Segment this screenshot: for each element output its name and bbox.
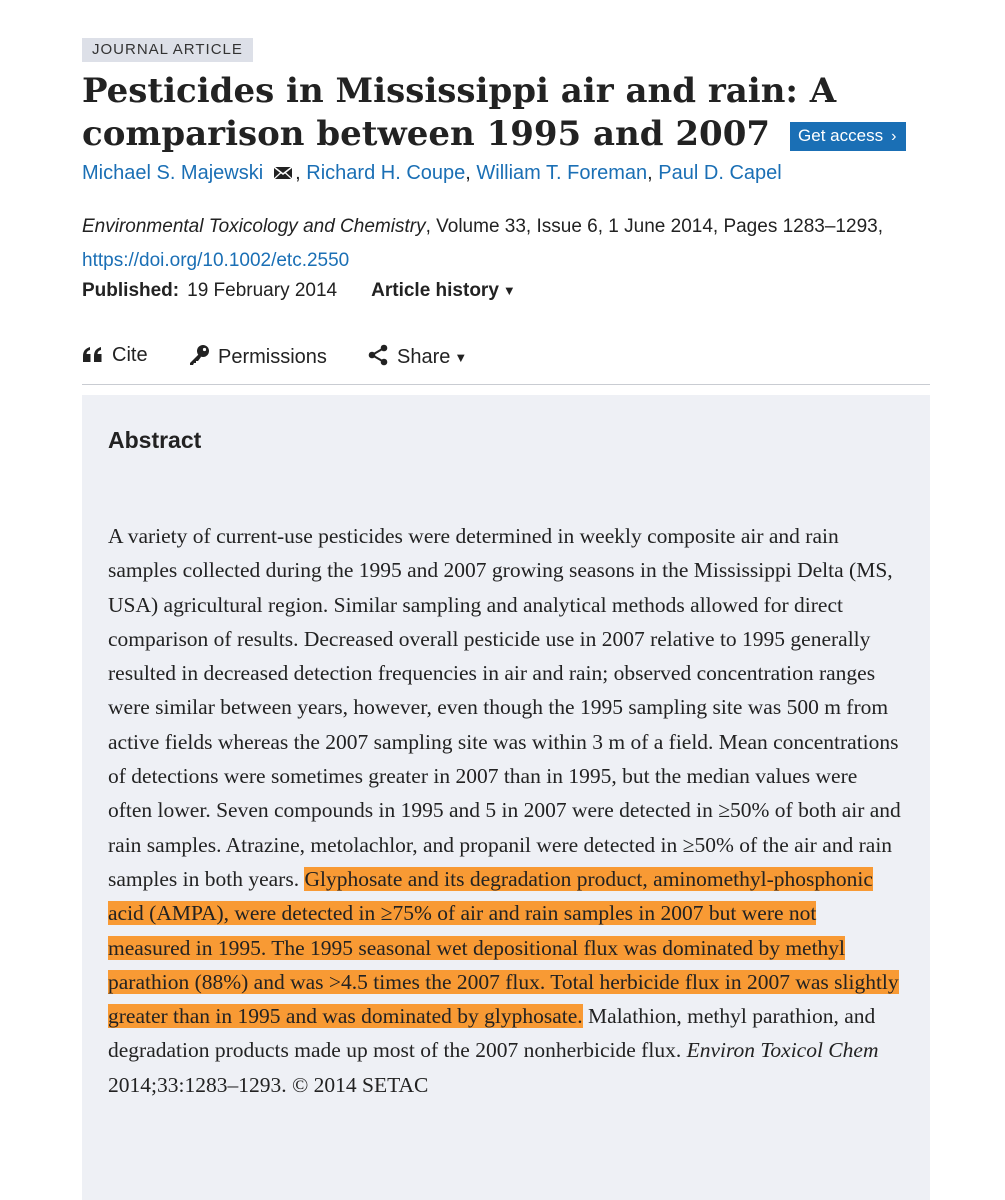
key-icon <box>188 344 210 366</box>
author-link-coupe[interactable]: Richard H. Coupe <box>306 162 466 184</box>
share-button[interactable] <box>367 344 467 369</box>
author-separator: , <box>465 162 471 184</box>
journal-name: Environmental Toxicology and Chemistry <box>82 216 426 237</box>
article-history-toggle[interactable] <box>371 280 516 301</box>
author-separator: , <box>647 162 653 184</box>
author-list <box>82 162 782 185</box>
article-history-label: Article history <box>371 280 499 301</box>
author-link-foreman[interactable]: William T. Foreman <box>476 162 648 184</box>
article-title <box>82 70 942 156</box>
caret-down-icon: ▼ <box>454 350 468 365</box>
published-label: Published: <box>82 280 180 301</box>
abstract-section <box>82 395 930 1200</box>
abstract-heading: Abstract <box>108 427 202 453</box>
cite-button[interactable] <box>82 344 148 367</box>
abstract-text-after: Malathion, methyl parathion, and degradation products made up most of the 2007 nonherbicide flux. <box>108 1004 876 1063</box>
quote-icon <box>82 346 104 364</box>
author-link-majewski[interactable]: Michael S. Majewski <box>82 162 264 184</box>
abstract-body <box>108 519 903 1102</box>
chevron-right-icon: › <box>891 128 897 145</box>
share-icon <box>367 344 389 366</box>
author-separator: , <box>295 162 301 184</box>
cite-label: Cite <box>112 344 148 366</box>
journal-citation <box>82 210 922 278</box>
article-title-text: Pesticides in Mississippi air and rain: A comparison between 1995 and 2007 <box>82 71 837 154</box>
permissions-button[interactable] <box>188 344 327 369</box>
get-access-label: Get access <box>798 126 884 145</box>
doi-link[interactable]: https://doi.org/10.1002/etc.2550 <box>82 250 350 271</box>
caret-down-icon: ▼ <box>502 283 516 298</box>
abstract-text-before: A variety of current-use pesticides were determined in weekly composite air and rain samples collected during the 1995 and 2007 growing seasons in the Mississippi Delta (MS, USA) agricultural region. Similar sampling and analytical methods allowed for direct comparison of results. Decreased overall pesticide use in 2007 relative to 1995 generally resulted in decreased detection frequencies in air and rain; observed concentration ranges were similar between years, however, even though the 1995 sampling site was 500 m from active fields whereas the 2007 sampling site was within 3 m of a field. Mean concentrations of detections were sometimes greater in 2007 than in 1995, but the median values were often lower. Seven compounds in 1995 and 5 in 2007 were detected in ≥50% of both air and rain samples. Atrazine, metolachlor, and propanil were detected in ≥50% of the air and rain samples in both years. <box>108 524 901 891</box>
share-label: Share <box>397 346 451 368</box>
abstract-citation-journal: Environ Toxicol Chem <box>686 1038 879 1063</box>
envelope-icon[interactable] <box>273 166 293 180</box>
publication-info <box>82 280 516 302</box>
article-type-badge: JOURNAL ARTICLE <box>82 38 253 62</box>
get-access-button[interactable] <box>790 122 906 151</box>
abstract-citation-tail: 2014;33:1283–1293. © 2014 SETAC <box>108 1072 429 1097</box>
article-toolbar <box>82 342 930 385</box>
published-date: 19 February 2014 <box>187 280 338 301</box>
permissions-label: Permissions <box>218 346 327 368</box>
author-link-capel[interactable]: Paul D. Capel <box>658 162 782 184</box>
abstract-highlighted-text[interactable]: Glyphosate and its degradation product, aminomethyl-phosphonic acid (AMPA), were detected in ≥75% of air and rain samples in 2007 but were not measured in 1995. The 1995 seasonal wet depositional flux was dominated by methyl parathion (88%) and was >4.5 times the 2007 flux. Total herbicide flux in 2007 was slightly greater than in 1995 and was dominated by glyphosate. <box>108 866 899 1029</box>
citation-details: , Volume 33, Issue 6, 1 June 2014, Pages 1283–1293, <box>425 216 883 237</box>
